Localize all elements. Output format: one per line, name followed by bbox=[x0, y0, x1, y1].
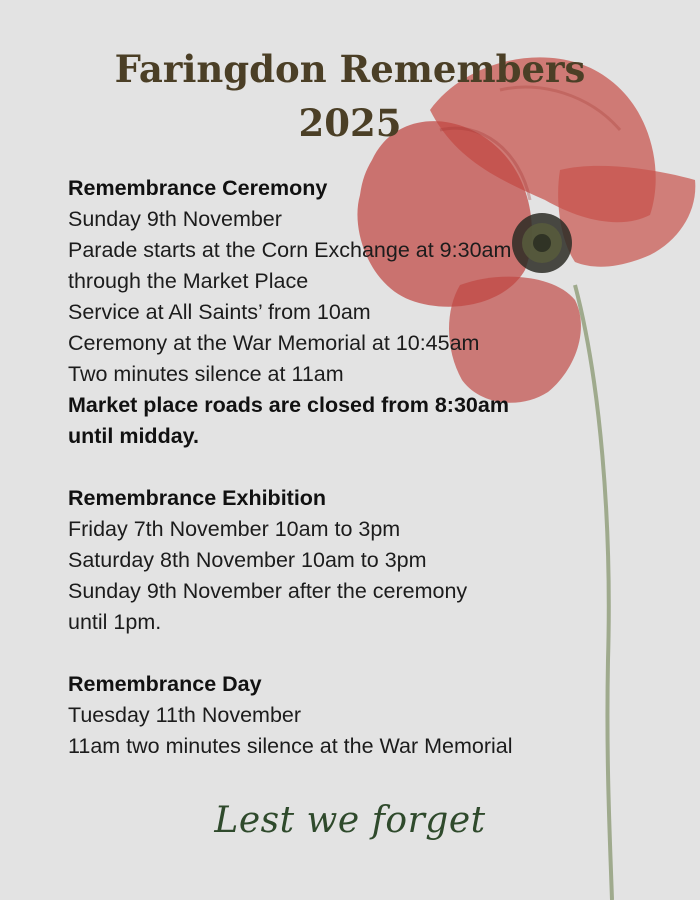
ceremony-line: Ceremony at the War Memorial at 10:45am bbox=[68, 331, 480, 355]
exhibition-section bbox=[68, 483, 628, 638]
event-details bbox=[68, 173, 628, 793]
road-closure-notice: until midday. bbox=[68, 424, 199, 448]
signoff-text: Lest we forget bbox=[214, 800, 486, 841]
remembrance-day-line: 11am two minutes silence at the War Memorial bbox=[68, 734, 513, 758]
ceremony-line: through the Market Place bbox=[68, 269, 309, 293]
exhibition-line: Saturday 8th November 10am to 3pm bbox=[68, 548, 427, 572]
ceremony-line: Sunday 9th November bbox=[68, 207, 282, 231]
exhibition-line: Sunday 9th November after the ceremony bbox=[68, 579, 468, 603]
page-title bbox=[0, 42, 700, 150]
remembrance-day-line: Tuesday 11th November bbox=[68, 703, 302, 727]
exhibition-line: until 1pm. bbox=[68, 610, 162, 634]
remembrance-day-section bbox=[68, 669, 628, 762]
exhibition-line: Friday 7th November 10am to 3pm bbox=[68, 517, 401, 541]
ceremony-heading: Remembrance Ceremony bbox=[68, 176, 328, 200]
title-line-2: 2025 bbox=[298, 101, 402, 145]
ceremony-line: Parade starts at the Corn Exchange at 9:30am bbox=[68, 238, 512, 262]
title-line-1: Faringdon Remembers bbox=[114, 47, 586, 91]
remembrance-day-heading: Remembrance Day bbox=[68, 672, 262, 696]
road-closure-notice: Market place roads are closed from 8:30am bbox=[68, 393, 509, 417]
ceremony-line: Two minutes silence at 11am bbox=[68, 362, 344, 386]
ceremony-section bbox=[68, 173, 628, 452]
ceremony-line: Service at All Saints’ from 10am bbox=[68, 300, 371, 324]
exhibition-heading: Remembrance Exhibition bbox=[68, 486, 327, 510]
